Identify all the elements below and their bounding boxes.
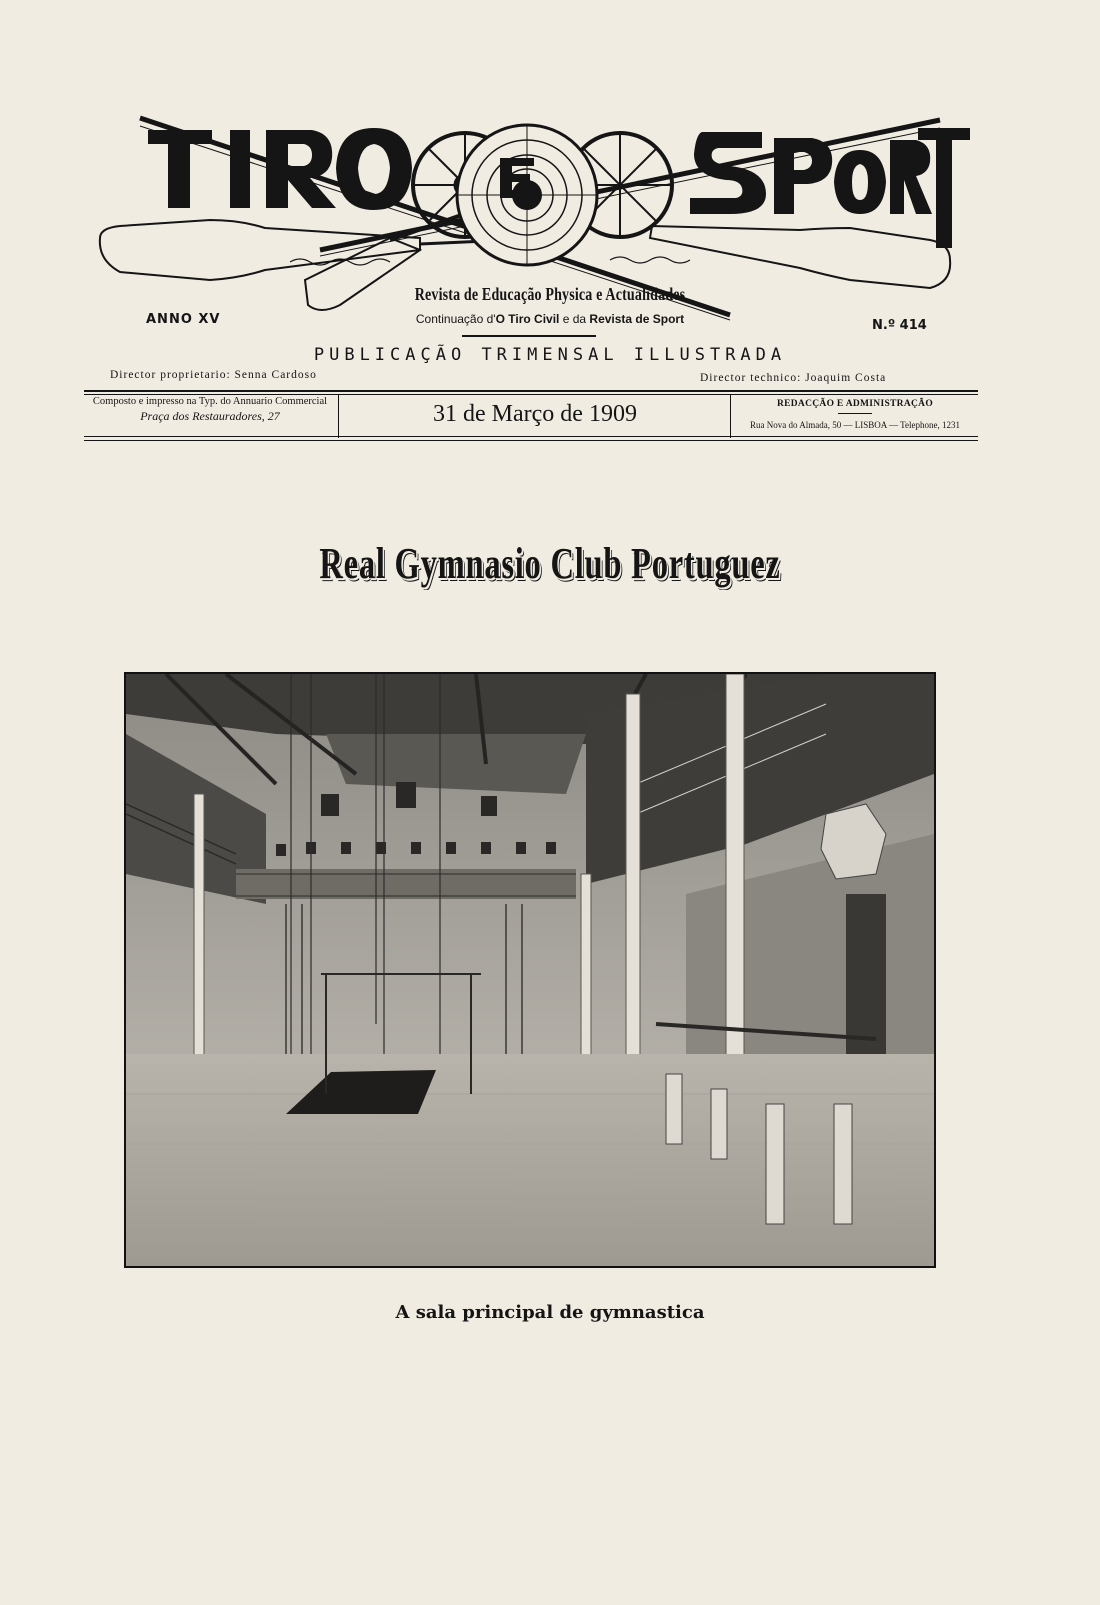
infobar-bottom-rule [84, 436, 978, 437]
continuation-revista-sport: Revista de Sport [589, 312, 685, 326]
infobar-separator-left [338, 394, 339, 438]
continuation-line [320, 312, 780, 326]
director-proprietario: Director proprietario: Senna Cardoso [110, 369, 317, 381]
continuation-prefix: Continuação d' [415, 312, 496, 326]
director-technico: Director technico: Joaquim Costa [700, 372, 887, 384]
continuation-tiro-civil: O Tiro Civil [495, 312, 560, 326]
printer-line: Composto e impresso na Typ. do Annuario Commercial [92, 396, 328, 407]
gymnasium-photo-image [126, 674, 934, 1266]
short-divider [462, 335, 596, 337]
printer-address: Praça dos Restauradores, 27 [140, 409, 280, 423]
redaccao-divider [838, 413, 872, 414]
masthead-subtitle: Revista de Educação Physica e Actualidades [414, 284, 686, 304]
redaccao-title: REDACÇÃO E ADMINISTRAÇÃO [776, 399, 934, 409]
redaccao-address: Rua Nova do Almada, 50 — LISBOA — Telephone, 1231 [750, 420, 960, 430]
anno-label: ANNO XV [146, 312, 221, 327]
infobar-top-rule [84, 390, 978, 392]
printer-info [84, 395, 336, 423]
gymnasium-photo [124, 672, 936, 1268]
issue-date: 31 de Março de 1909 [433, 401, 637, 427]
article-heading: Real Gymnasio Club Portuguez [319, 539, 781, 588]
publication-line: PUBLICAÇÃO TRIMENSAL ILLUSTRADA [313, 345, 787, 365]
photo-caption: A sala principal de gymnastica [395, 1302, 705, 1323]
continuation-mid: e da [559, 312, 590, 326]
issue-number: N.º 414 [872, 318, 927, 333]
infobar-bottom-rule-thin [84, 440, 978, 441]
